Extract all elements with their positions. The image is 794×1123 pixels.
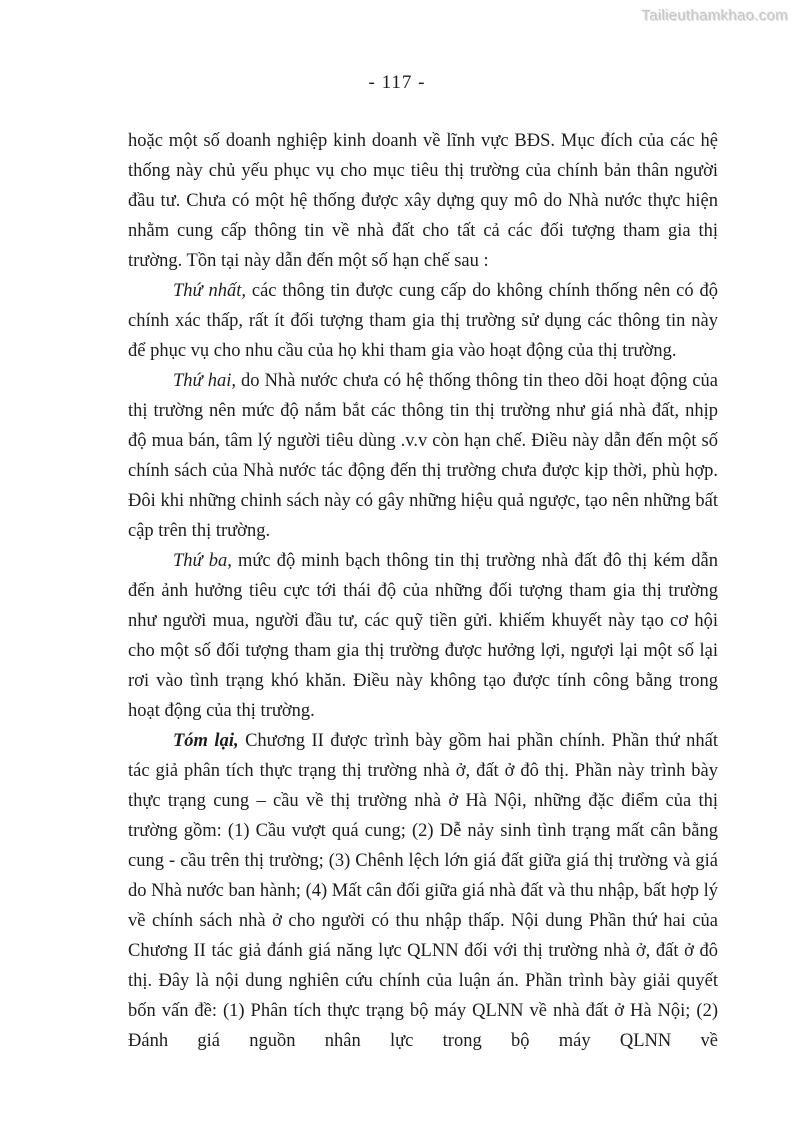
paragraph-intro (128, 126, 718, 276)
paragraph-thu-ba (128, 546, 718, 726)
document-body (128, 126, 718, 1056)
paragraph-text: hoặc một số doanh nghiệp kinh doanh về lĩnh vực BĐS. Mục đích của các hệ thống này chủ yếu phục vụ cho mục tiêu thị trường của chính bản thân người đầu tư. Chưa có một hệ thống được xây dựng quy mô do Nhà nước thực hiện nhằm cung cấp thông tin về nhà đất cho tất cả các đối tượng tham gia thị trường. Tồn tại này dẫn đến một số hạn chế sau : (128, 131, 718, 271)
paragraph-text: do Nhà nước chưa có hệ thống thông tin theo dõi hoạt động của thị trường nên mức độ nắm bắt các thông tin thị trường như giá nhà đất, nhịp độ mua bán, tâm lý người tiêu dùng .v.v còn hạn chế. Điều này dẫn đến một số chính sách của Nhà nước tác động đến thị trường chưa được kịp thời, phù hợp. Đôi khi những chinh sách này có gây những hiệu quả ngược, tạo nên những bất cập trên thị trường. (128, 371, 718, 541)
paragraph-text: Chương II được trình bày gồm hai phần chính. Phần thứ nhất tác giả phân tích thực trạng thị trường nhà ở, đất ở đô thị. Phần này trình bày thực trạng cung – cầu về thị trường nhà ở Hà Nội, những đặc điểm của thị trường gồm: (1) Cầu vượt quá cung; (2) Dễ nảy sinh tình trạng mất cân bằng cung - cầu trên thị trường; (3) Chênh lệch lớn giá đất giữa giá thị trường và giá do Nhà nước ban hành; (4) Mất cân đối giữa giá nhà đất và thu nhập, bất hợp lý về chính sách nhà ở cho người có thu nhập thấp. Nội dung Phần thứ hai của Chương II tác giả đánh giá năng lực QLNN đối với thị trường nhà ở, đất ở đô thị. Đây là nội dung nghiên cứu chính của luận án. Phần trình bày giải quyết bốn vấn đề: (1) Phân tích thực trạng bộ máy QLNN về nhà đất ở Hà Nội; (2) Đánh giá nguồn nhân lực trong bộ máy QLNN về (128, 731, 718, 1051)
paragraph-thu-nhat (128, 276, 718, 366)
paragraph-thu-hai (128, 366, 718, 546)
paragraph-text: các thông tin được cung cấp do không chính thống nên có độ chính xác thấp, rất ít đối tượng tham gia thị trường sử dụng các thông tin này để phục vụ cho nhu cầu của họ khi tham gia vào hoạt động của thị trường. (128, 281, 718, 361)
paragraph-tom-lai (128, 726, 718, 1056)
paragraph-opening-phrase: Thứ ba, (173, 551, 232, 571)
paragraph-opening-phrase: Thứ nhất, (173, 281, 246, 301)
paragraph-opening-phrase: Thứ hai, (173, 371, 236, 391)
paragraph-text: mức độ minh bạch thông tin thị trường nhà đất đô thị kém dẫn đến ảnh hưởng tiêu cực tới thái độ của những đối tượng tham gia thị trường như người mua, người đầu tư, các quỹ tiền gửi. khiếm khuyết này tạo cơ hội cho một số đối tượng tham gia thị trường được hưởng lợi, ngượi lại một số lại rơi vào tình trạng khó khăn. Điều này không tạo được tính công bằng trong hoạt động của thị trường. (128, 551, 719, 721)
site-watermark: Tailieuthamkhao.com (641, 7, 788, 24)
paragraph-opening-phrase: Tóm lại, (173, 731, 239, 751)
page-number: - 117 - (368, 72, 426, 93)
